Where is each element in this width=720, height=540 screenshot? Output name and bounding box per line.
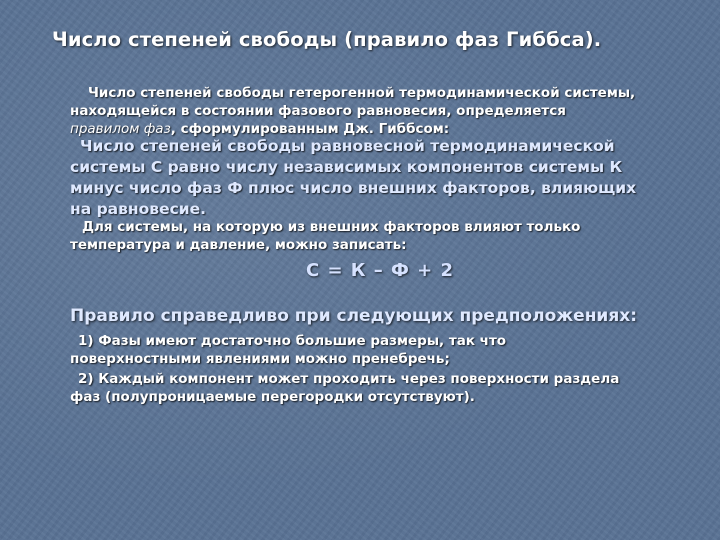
assumptions-heading: Правило справедливо при следующих предположениях: (70, 306, 638, 326)
definition-line: системы С равно числу независимых компонентов системы К (70, 158, 623, 176)
note-line: Для системы, на которую из внешних факторов влияют только (82, 219, 581, 235)
gibbs-phase-rule-formula: С = К – Ф + 2 (305, 260, 455, 281)
assumption-line: 2) Каждый компонент может проходить через поверхности раздела (78, 371, 620, 387)
definition-paragraph (70, 136, 682, 220)
note-paragraph (70, 218, 682, 254)
assumption-line: поверхностными явлениями можно пренебречь; (70, 351, 450, 367)
intro-line: находящейся в состоянии фазового равновесия, определяется (70, 103, 566, 119)
assumption-line: фаз (полупроницаемые перегородки отсутствуют). (70, 389, 475, 405)
definition-line: минус число фаз Ф плюс число внешних факторов, влияющих (70, 179, 637, 197)
assumption-item-1 (70, 332, 682, 368)
definition-line: на равновесие. (70, 200, 207, 218)
assumption-line: 1) Фазы имеют достаточно большие размеры, так что (78, 333, 507, 349)
note-line: температура и давление, можно записать: (70, 237, 407, 253)
intro-line: Число степеней свободы гетерогенной термодинамической системы, (88, 85, 636, 101)
definition-line: Число степеней свободы равновесной термодинамической (80, 137, 615, 155)
assumption-item-2 (70, 370, 682, 406)
intro-paragraph (70, 84, 682, 138)
intro-tail: , сформулированным Дж. Гиббсом: (170, 121, 450, 137)
intro-italic-term: правилом фаз (70, 121, 171, 137)
slide-title: Число степеней свободы (правило фаз Гиббса). (52, 28, 602, 51)
